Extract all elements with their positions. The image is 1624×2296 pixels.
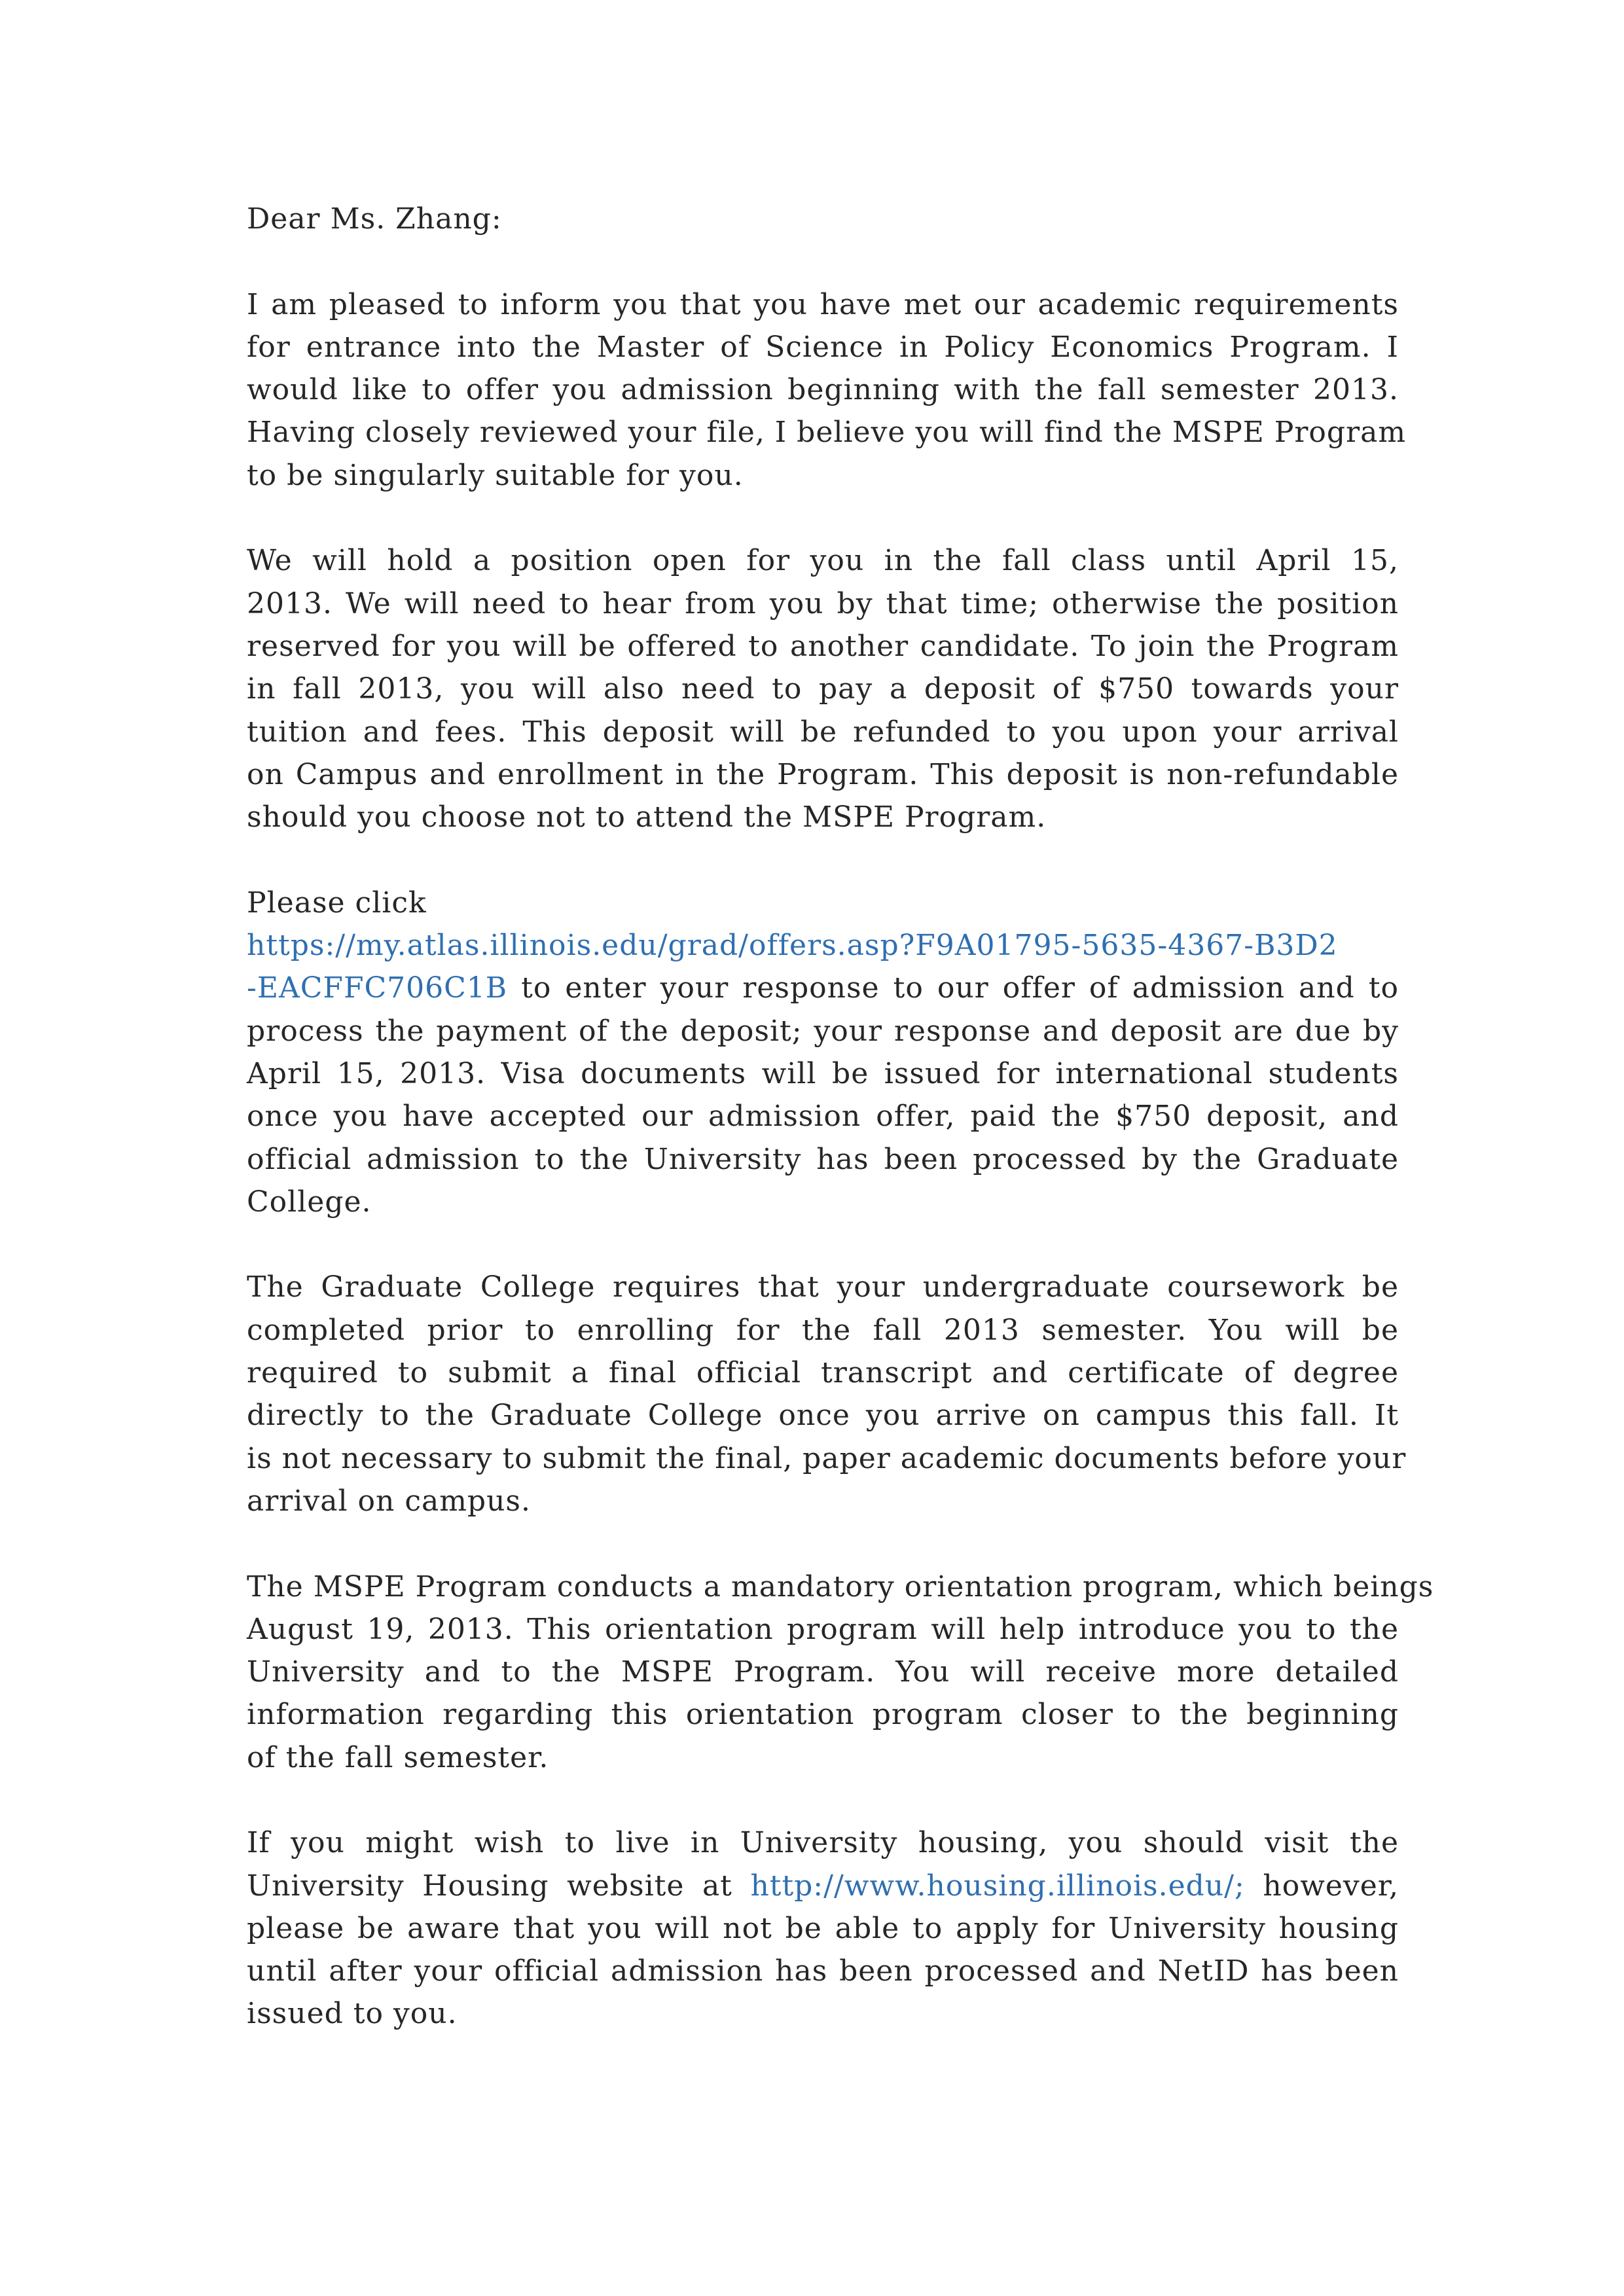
text-line: We will hold a position open for you in the fall class until April 15, [247,544,1399,578]
offer-link-text[interactable]: https://my.atlas.illinois.edu/grad/offers.asp?F9A01795-5635-4367-B3D2 [247,929,1338,963]
paragraph-admission-offer [247,283,1407,497]
text-line: required to submit a final official transcript and certificate of degree [247,1356,1399,1390]
paragraph-gap [247,1223,1399,1266]
text-line: Please click [247,886,427,920]
text-line: If you might wish to live in University housing, you should visit the [247,1826,1399,1860]
text-fragment: University Housing website at [247,1869,751,1903]
paragraph-transcripts [247,1266,1407,1522]
text-line: tuition and fees. This deposit will be refunded to you upon your arrival [247,715,1399,749]
text-line: process the payment of the deposit; your response and deposit are due by [247,1014,1399,1048]
text-line: would like to offer you admission beginning with the fall semester 2013. [247,373,1399,407]
text-line: reserved for you will be offered to another candidate. To join the Program [247,629,1399,663]
text-line: I am pleased to inform you that you have met our academic requirements [247,287,1399,321]
paragraph-deposit [247,539,1399,838]
text-line: information regarding this orientation program closer to the beginning [247,1698,1399,1732]
text-line: until after your official admission has been processed and NetID has been [247,1954,1399,1988]
text-line: The MSPE Program conducts a mandatory orientation program, which beings [247,1570,1434,1604]
text-line: once you have accepted our admission offer, paid the $750 deposit, and [247,1100,1399,1134]
text-line: in fall 2013, you will also need to pay a deposit of $750 towards your [247,672,1399,706]
text-line: should you choose not to attend the MSPE Program. [247,800,1047,834]
paragraph-orientation [247,1566,1434,1779]
text-line: completed prior to enrolling for the fall 2013 semester. You will be [247,1313,1399,1347]
text-line [247,1865,1399,1907]
text-line [247,967,1399,1009]
text-line: April 15, 2013. Visa documents will be issued for international students [247,1056,1399,1090]
text-line: is not necessary to submit the final, paper academic documents before your [247,1441,1407,1475]
paragraph-gap [247,1779,1399,1821]
paragraph-response-link [247,882,1399,1223]
text-line: College. [247,1185,372,1219]
text-line: The Graduate College requires that your undergraduate coursework be [247,1270,1399,1304]
salutation: Dear Ms. Zhang: [247,202,502,236]
text-line: issued to you. [247,1997,458,2031]
text-line: for entrance into the Master of Science in Policy Economics Program. I [247,330,1399,364]
paragraph-housing [247,1821,1399,2035]
text-line: to be singularly suitable for you. [247,458,744,492]
text-line: August 19, 2013. This orientation program will help introduce you to the [247,1612,1399,1646]
offer-link-text-continued[interactable]: -EACFFC706C1B [247,971,508,1005]
text-line: directly to the Graduate College once you arrive on campus this fall. It [247,1399,1399,1433]
text-line: please be aware that you will not be able to apply for University housing [247,1911,1399,1945]
text-line: 2013. We will need to hear from you by that time; otherwise the position [247,586,1399,620]
paragraph-gap [247,497,1399,539]
text-fragment: however, [1244,1869,1399,1903]
text-line: arrival on campus. [247,1484,532,1518]
text-line: of the fall semester. [247,1740,549,1774]
paragraph-gap [247,240,1399,283]
housing-link[interactable]: http://www.housing.illinois.edu/; [750,1869,1245,1903]
paragraph-gap [247,838,1399,881]
text-line: Having closely reviewed your file, I believe you will find the MSPE Program [247,416,1407,450]
text-line: official admission to the University has been processed by the Graduate [247,1142,1399,1176]
paragraph-gap [247,1522,1399,1565]
letter-body [247,198,1434,2036]
text-line: on Campus and enrollment in the Program. This deposit is non-refundable [247,757,1399,791]
offer-link[interactable] [247,924,1399,967]
text-line: University and to the MSPE Program. You will receive more detailed [247,1655,1399,1689]
text-fragment: to enter your response to our offer of admission and to [507,971,1399,1005]
